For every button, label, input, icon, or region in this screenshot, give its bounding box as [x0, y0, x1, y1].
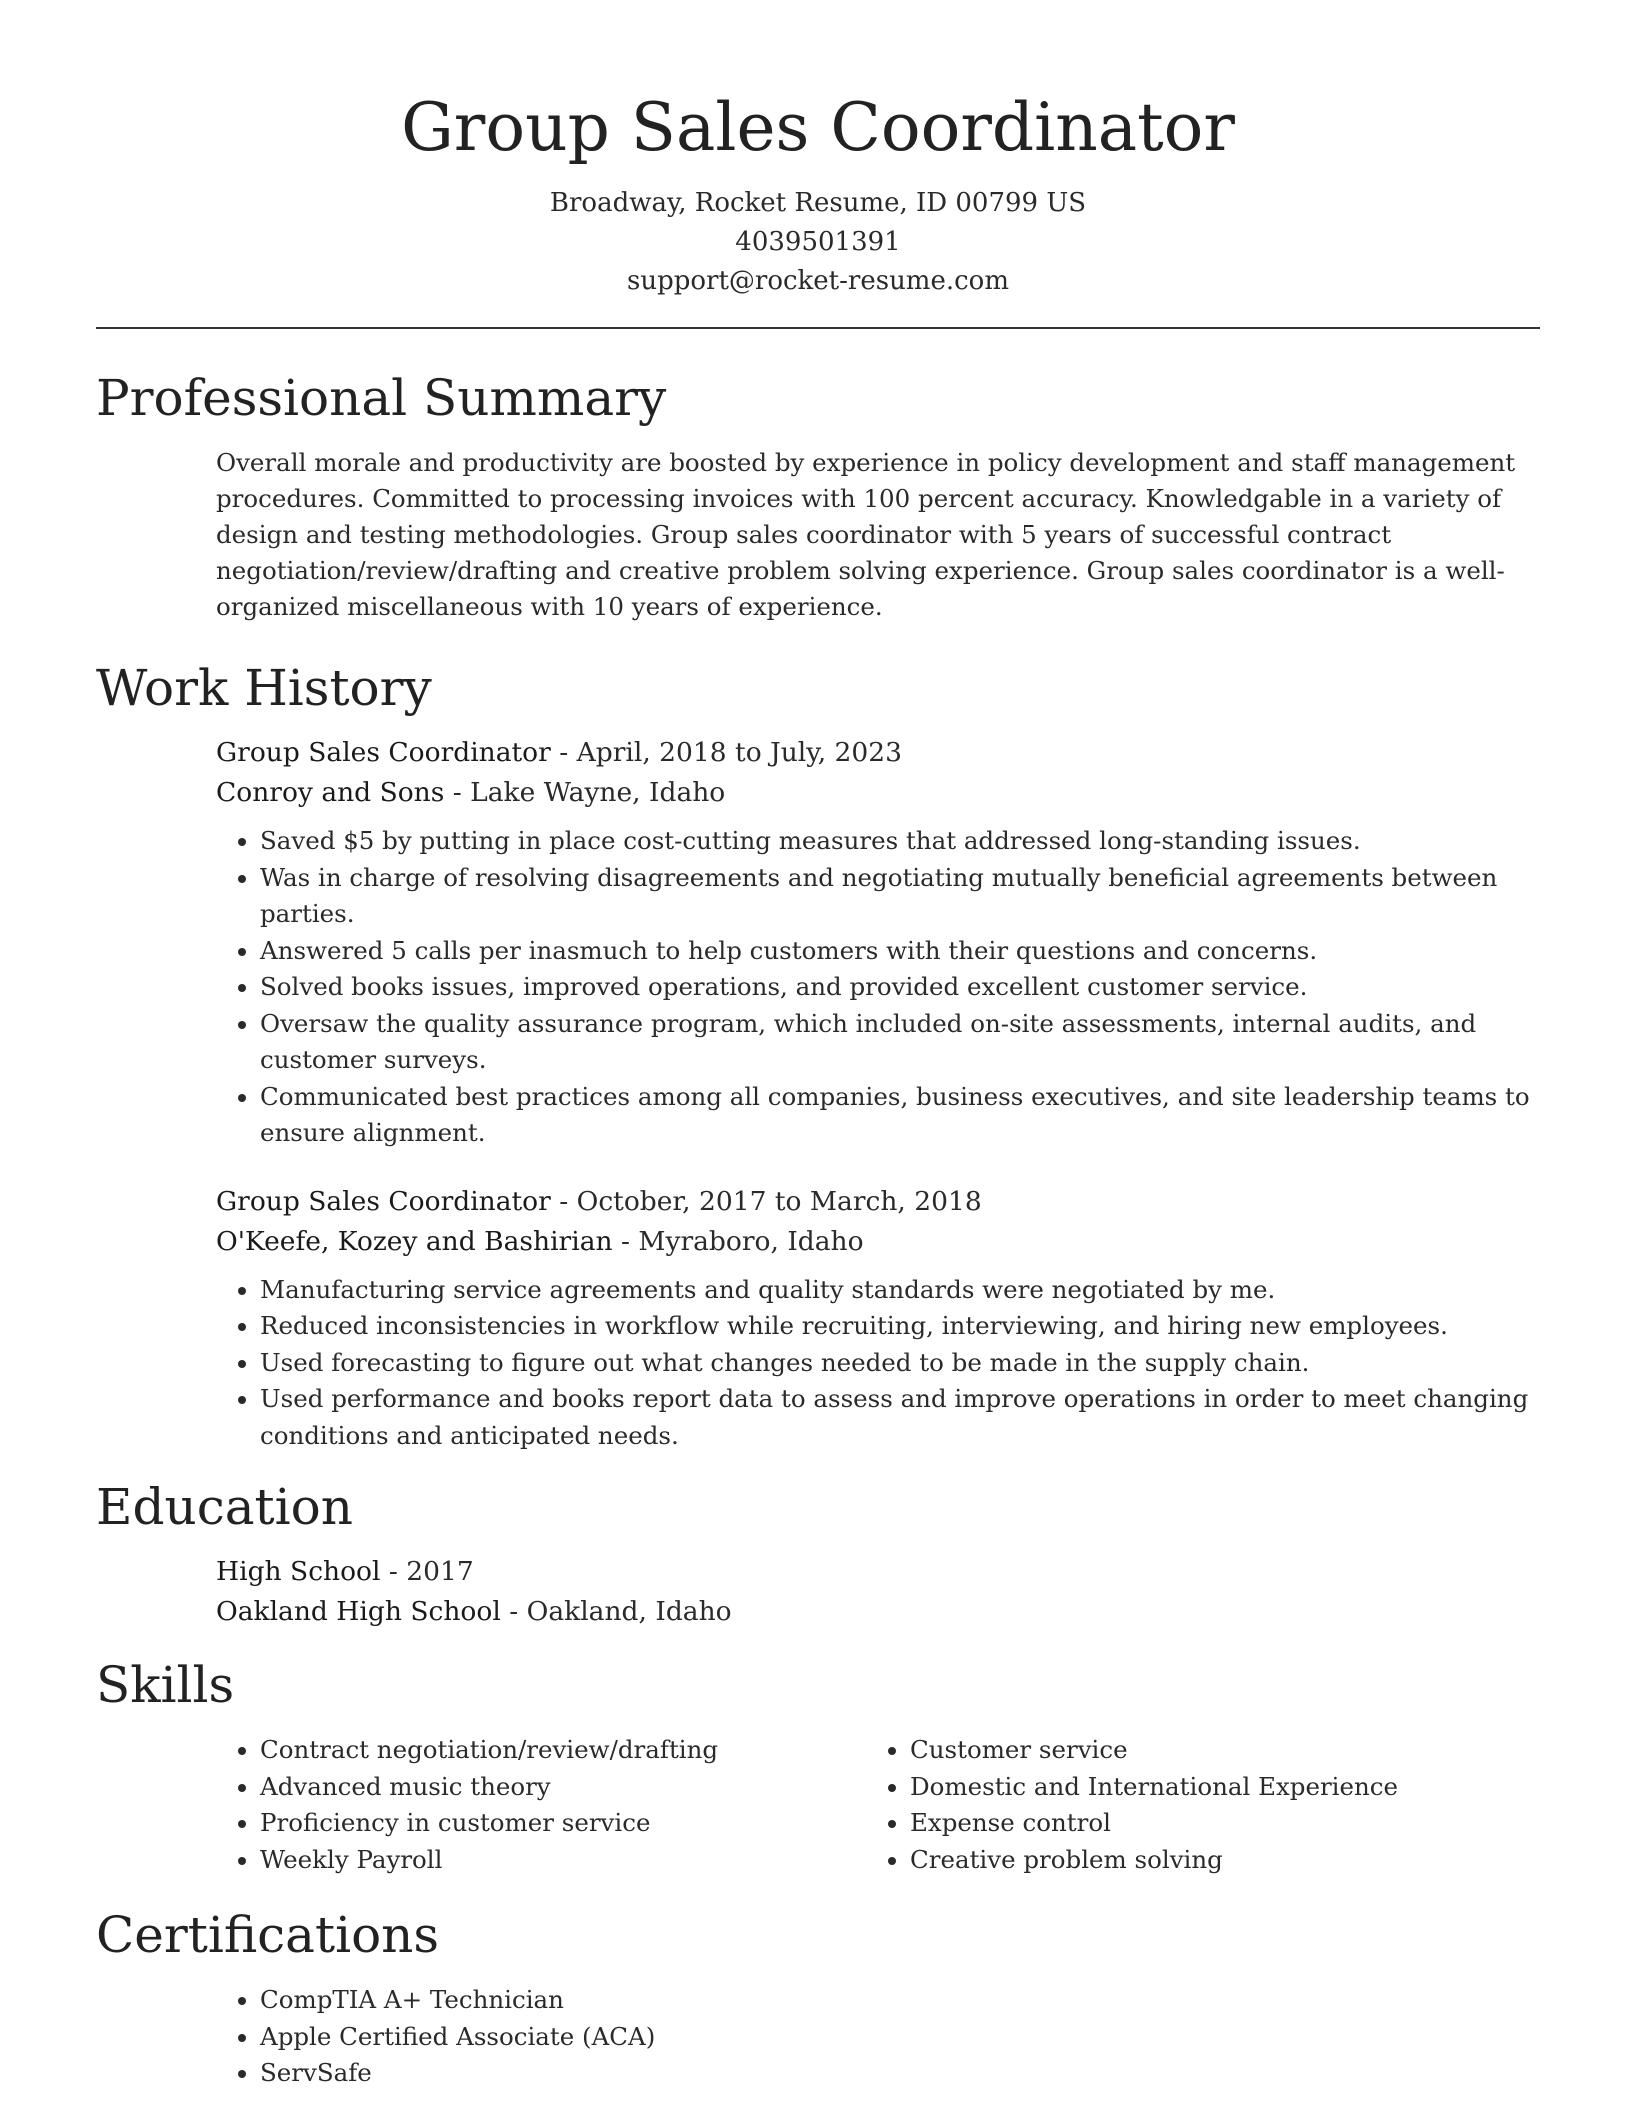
list-item: • Proficiency in customer service [260, 1805, 866, 1842]
skills-section [96, 1650, 1540, 1878]
list-item: • Was in charge of resolving disagreements and negotiating mutually beneficial agreements between parties. [260, 860, 1540, 933]
education-degree-line [216, 1552, 1540, 1592]
section-title-skills: Skills [96, 1656, 235, 1714]
address: Broadway, Rocket Resume, ID 00799 US [549, 188, 1087, 218]
resume-header [96, 0, 1540, 301]
education-degree: High School [216, 1556, 381, 1587]
list-item: • Weekly Payroll [260, 1842, 866, 1879]
education-year: - 2017 [380, 1556, 474, 1587]
job-company: O'Keefe, Kozey and Bashirian [216, 1225, 613, 1257]
job-position: Group Sales Coordinator [216, 1185, 551, 1217]
summary-section [96, 363, 1540, 625]
skills-grid [216, 1732, 1540, 1878]
list-item: • Expense control [910, 1805, 1516, 1842]
job-dates: - April, 2018 to July, 2023 [550, 737, 902, 768]
work-history-section [96, 653, 1540, 1454]
resume-page [96, 0, 1540, 2092]
job-company-line [216, 773, 1540, 813]
summary-text: Overall morale and productivity are boosted by experience in policy development and staff management procedures. Committed to processing invoices with 100 percent accuracy. Knowledgable in a variety of design and testing methodologies. Group sales coordinator with 5 years of successful contract negotiation/review/drafting and creative problem solving experience. Group sales coordinator is a well-organized miscellaneous with 10 years of experience. [216, 448, 1516, 621]
section-title-education: Education [96, 1478, 353, 1536]
job-dates: - October, 2017 to March, 2018 [550, 1185, 982, 1217]
phone: 4039501391 [735, 227, 901, 257]
job-entry [216, 1182, 1540, 1455]
list-item: • Solved books issues, improved operations, and provided excellent customer service. [260, 969, 1540, 1006]
job-location: - Lake Wayne, Idaho [444, 777, 726, 808]
job-bullets [216, 1272, 1540, 1455]
job-title-line [216, 733, 1540, 773]
list-item: • Contract negotiation/review/drafting [260, 1732, 866, 1769]
job-title-line [216, 1182, 1540, 1222]
education-school: Oakland High School [216, 1596, 501, 1627]
skills-column-right [866, 1732, 1516, 1878]
job-location: - Myraboro, Idaho [612, 1225, 864, 1257]
candidate-name: Group Sales Coordinator [401, 89, 1235, 166]
list-item: • CompTIA A+ Technician [260, 1982, 1540, 2019]
list-item: • ServSafe [260, 2055, 1540, 2092]
list-item: • Manufacturing service agreements and quality standards were negotiated by me. [260, 1272, 1540, 1309]
education-section [96, 1472, 1540, 1632]
list-item: • Used performance and books report data to assess and improve operations in order to meet changing conditions and anticipated needs. [260, 1381, 1540, 1454]
job-bullets [216, 823, 1540, 1152]
list-item: • Used forecasting to figure out what changes needed to be made in the supply chain. [260, 1345, 1540, 1382]
list-item: • Answered 5 calls per inasmuch to help customers with their questions and concerns. [260, 933, 1540, 970]
list-item: • Creative problem solving [910, 1842, 1516, 1879]
contact-info [96, 184, 1540, 301]
list-item: • Oversaw the quality assurance program, which included on-site assessments, internal audits, and customer surveys. [260, 1006, 1540, 1079]
email: support@rocket-resume.com [626, 266, 1009, 296]
certifications-list [216, 1982, 1540, 2092]
list-item: • Saved $5 by putting in place cost-cutting measures that addressed long-standing issues. [260, 823, 1540, 860]
list-item: • Reduced inconsistencies in workflow while recruiting, interviewing, and hiring new employees. [260, 1308, 1540, 1345]
certifications-section [96, 1900, 1540, 2092]
job-company: Conroy and Sons [216, 777, 445, 808]
list-item: • Customer service [910, 1732, 1516, 1769]
header-divider [96, 327, 1540, 329]
list-item: • Apple Certified Associate (ACA) [260, 2019, 1540, 2056]
education-school-line [216, 1592, 1540, 1632]
section-title-work-history: Work History [96, 659, 432, 717]
skills-list-right [866, 1732, 1516, 1878]
skills-column-left [216, 1732, 866, 1878]
list-item: • Advanced music theory [260, 1769, 866, 1806]
education-location: - Oakland, Idaho [500, 1596, 732, 1627]
section-title-certifications: Certifications [96, 1906, 440, 1964]
job-position: Group Sales Coordinator [216, 737, 551, 768]
job-company-line [216, 1222, 1540, 1262]
list-item: • Communicated best practices among all companies, business executives, and site leadership teams to ensure alignment. [260, 1079, 1540, 1152]
section-title-summary: Professional Summary [96, 369, 667, 427]
skills-list-left [216, 1732, 866, 1878]
list-item: • Domestic and International Experience [910, 1769, 1516, 1806]
job-entry [216, 733, 1540, 1152]
